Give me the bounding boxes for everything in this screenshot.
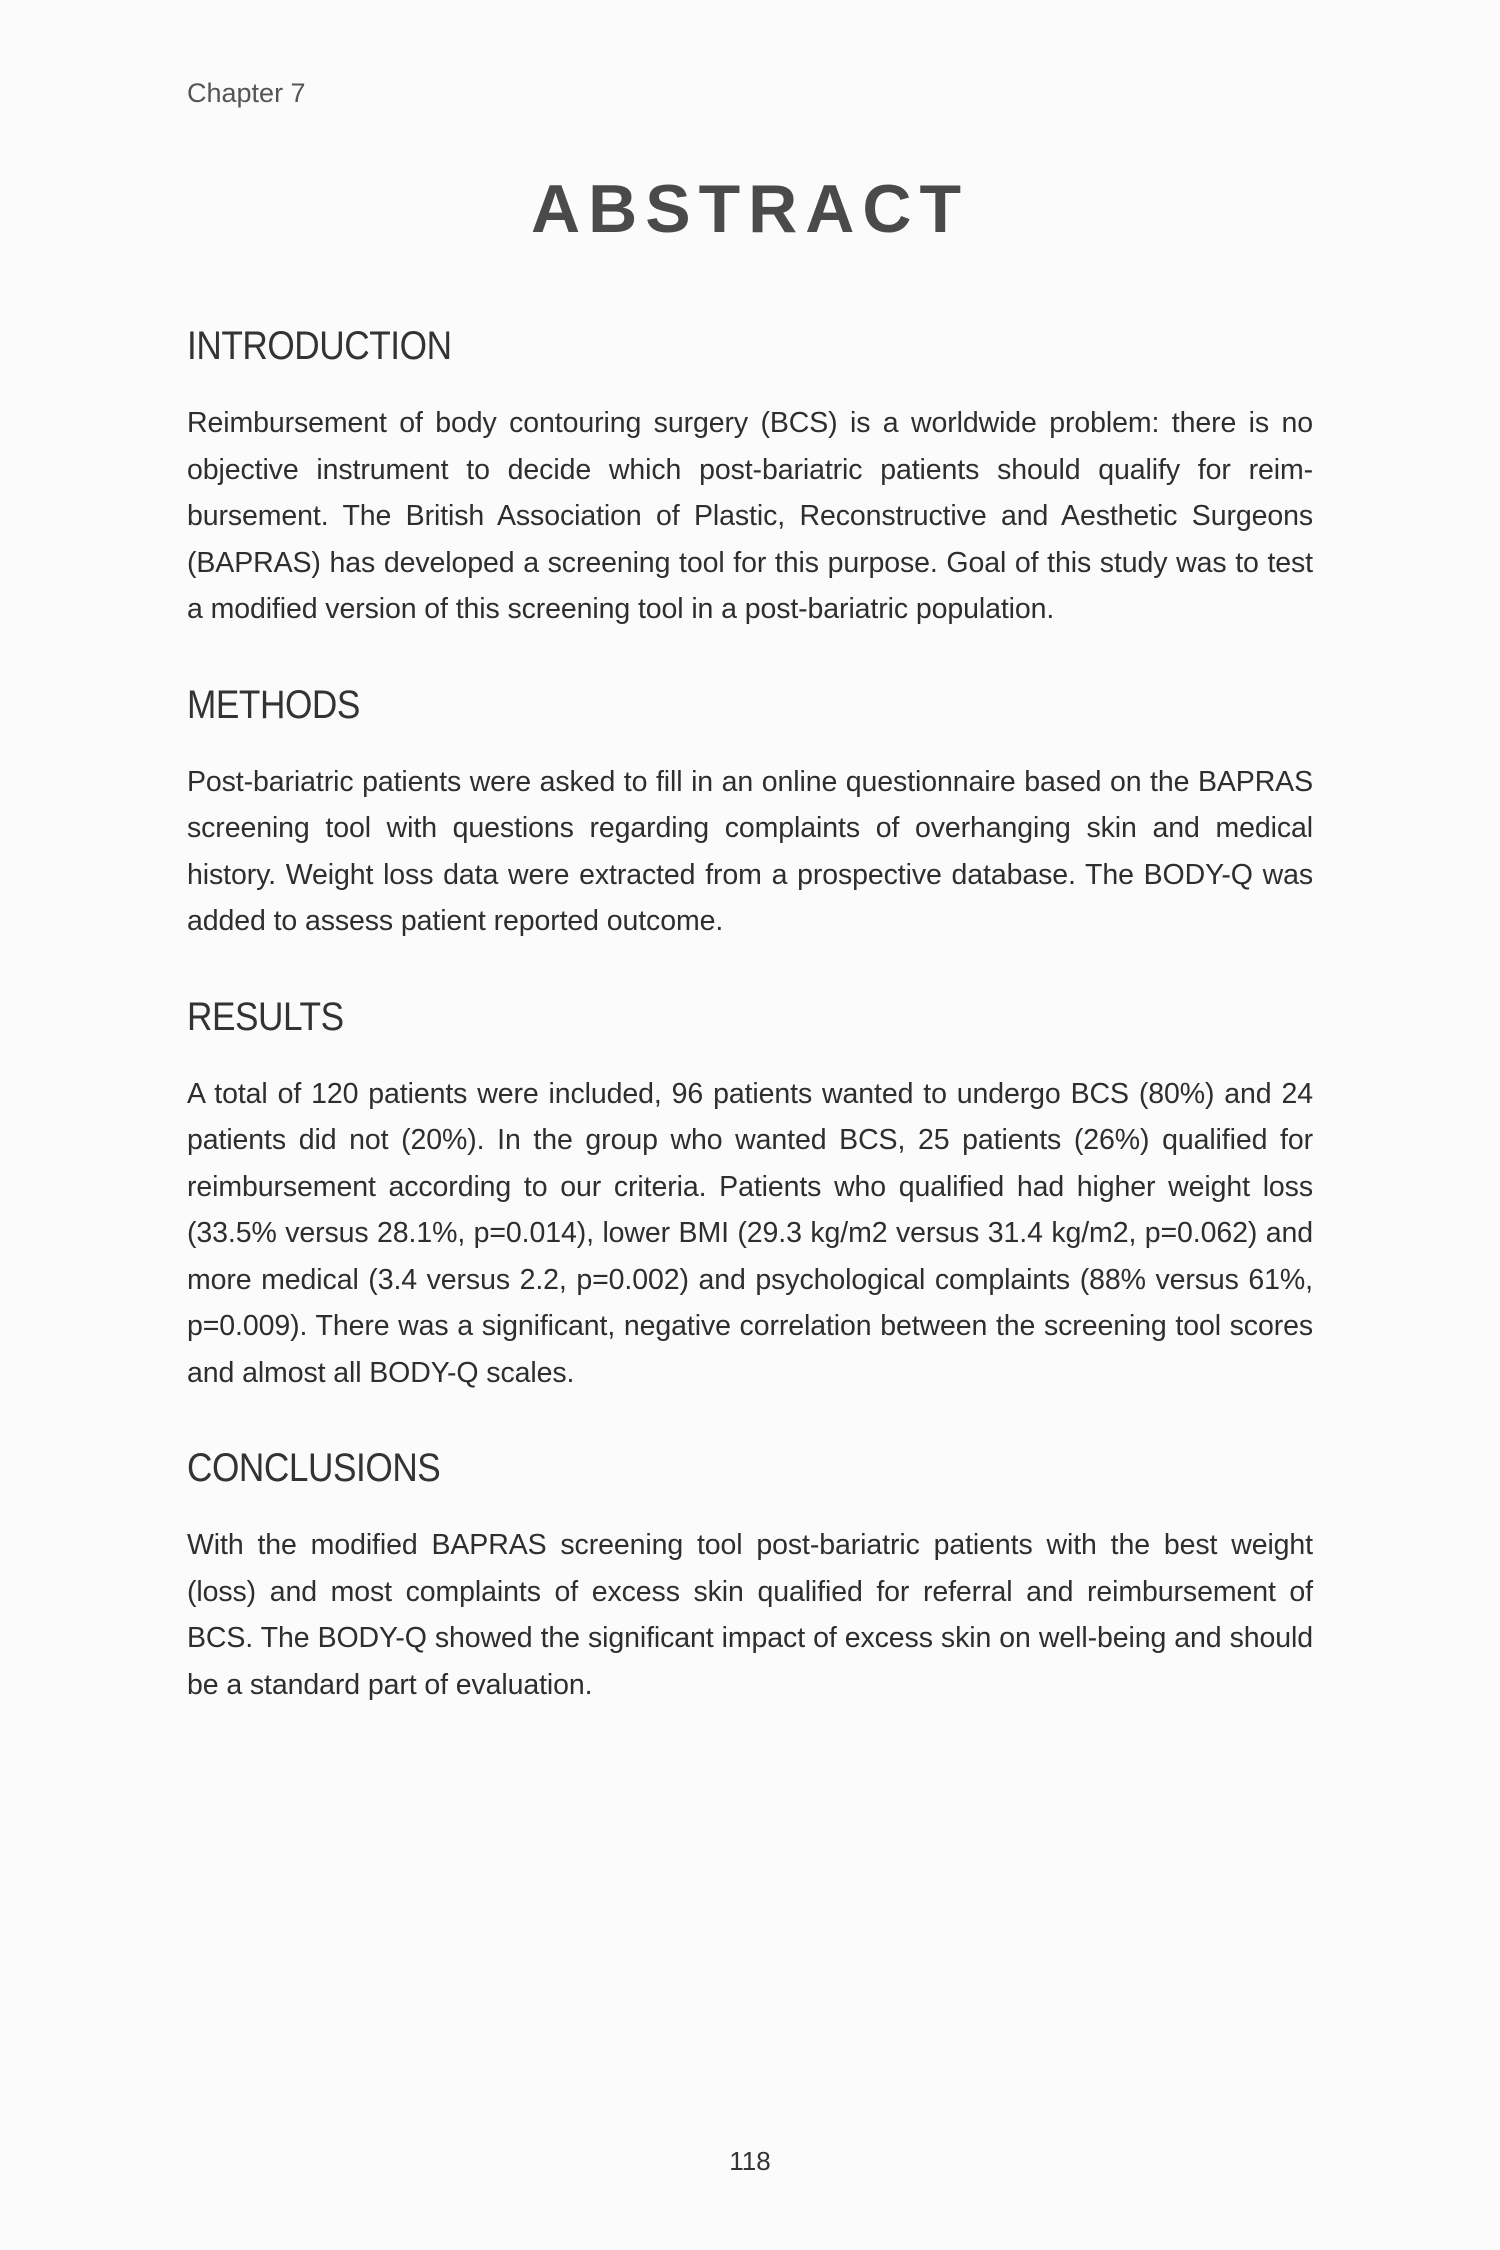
section-body: Reimbursement of body contouring surgery (BCS) is a worldwide problem: there is no objective instrument to decide which post-bariatric patients should qualify for reim-bursement. The British Association of Plastic, Reconstructive and Aesthetic Surgeons (BAPRAS) has developed a screening tool for this purpose. Goal of this study was to test a modified version of this screening tool in a post-bariatric population. [187,407,1313,625]
section-heading: METHODS [187,682,360,727]
section-conclusions [187,1444,1313,1708]
section-body: With the modified BAPRAS screening tool post-bariatric patients with the best weight (loss) and most complaints of excess skin qualified for referral and reimbursement of BCS. The BODY-Q showed the significant impact of excess skin on well-being and should be a standard part of evaluation. [187,1529,1313,1701]
section-body: Post-bariatric patients were asked to fill in an online questionnaire based on the BAPRAS screening tool with questions regarding complaints of overhanging skin and medical history. Weight loss data were extracted from a prospective database. The BODY-Q was added to assess patient reported outcome. [187,765,1313,937]
section-heading: INTRODUCTION [187,324,452,368]
section-results [187,993,1313,1397]
abstract-title: ABSTRACT [531,171,969,247]
abstract-content [187,322,1313,1756]
section-methods [187,681,1313,945]
section-heading: RESULTS [187,994,344,1039]
section-body: A total of 120 patients were included, 96 patients wanted to undergo BCS (80%) and 24 patients did not (20%). In the group who wanted BCS, 25 patients (26%) qualified for reimbursement according to our criteria. Patients who qualified had higher weight loss (33.5% versus 28.1%, p=0.014), lower BMI (29.3 kg/m2 versus 31.4 kg/m2, p=0.062) and more medical (3.4 versus 2.2, p=0.002) and psychological complaints (88% versus 61%, p=0.009). There was a significant, negative correlation between the screening tool scores and almost all BODY-Q scales. [187,1077,1313,1389]
running-head: Chapter 7 [187,78,306,108]
section-heading: CONCLUSIONS [187,1446,441,1490]
page-number: 118 [729,2146,771,2176]
section-introduction [187,322,1313,633]
